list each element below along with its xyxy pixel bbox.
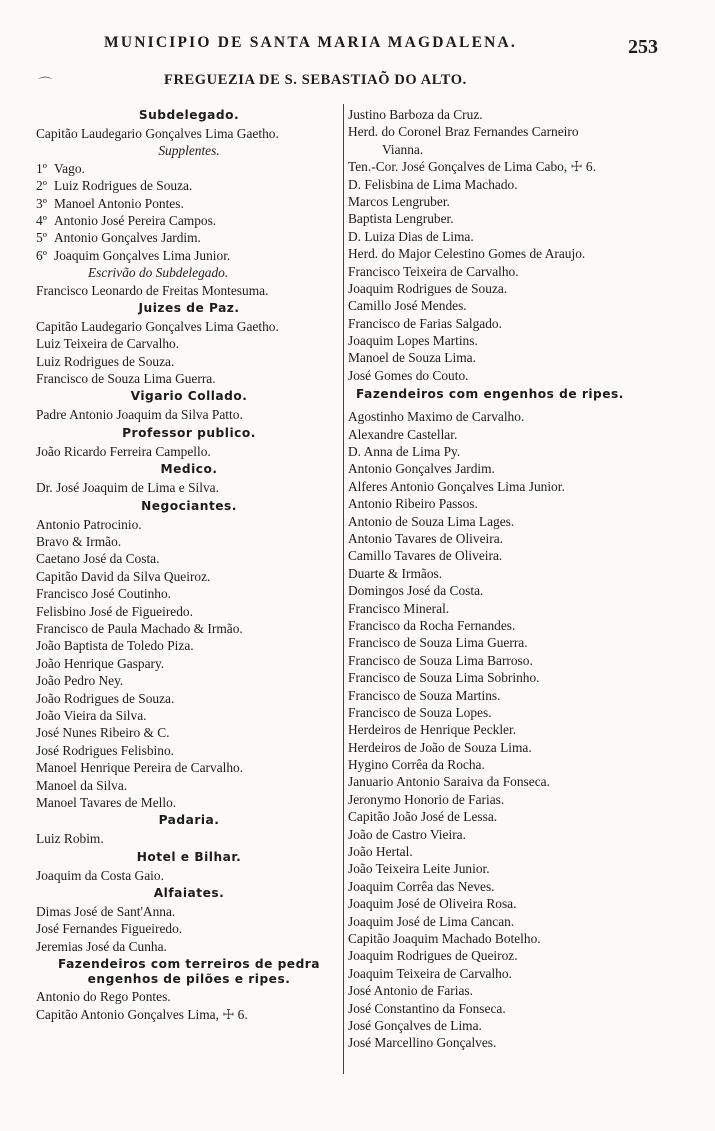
directory-entry: Alexandre Castellar. — [348, 426, 458, 442]
directory-entry: José Constantino da Fonseca. — [348, 1000, 506, 1016]
directory-entry: Dr. José Joaquim de Lima e Silva. — [36, 480, 219, 496]
directory-entry: João Henrique Gaspary. — [36, 655, 165, 671]
directory-entry: Joaquim Corrêa das Neves. — [348, 878, 495, 894]
directory-entry: Antonio Tavares de Oliveira. — [348, 530, 503, 546]
directory-entry: Joaquim Rodrigues de Queiroz. — [348, 948, 518, 964]
directory-entry: Joaquim José de Lima Cancan. — [348, 913, 515, 929]
directory-entry: Luiz Teixeira de Carvalho. — [36, 336, 180, 352]
sub-heading: Supplentes. — [158, 143, 220, 159]
directory-entry: Agostinho Maximo de Carvalho. — [348, 409, 525, 425]
directory-entry: José Nunes Ribeiro & C. — [36, 725, 170, 741]
entry-name: Joaquim Gonçalves Lima Junior. — [54, 247, 231, 263]
directory-entry: João de Castro Vieira. — [348, 826, 466, 842]
directory-entry: Antonio Gonçalves Jardim. — [348, 461, 495, 477]
directory-entry: Dimas José de Sant'Anna. — [36, 904, 176, 920]
substitute-entry — [36, 195, 342, 212]
section-heading: Professor publico. — [122, 425, 256, 440]
ordinal-number: 3º — [36, 195, 47, 211]
directory-entry: Francisco da Rocha Fernandes. — [348, 617, 516, 633]
directory-entry: Manoel da Silva. — [36, 777, 128, 793]
directory-entry: D. Anna de Lima Py. — [348, 444, 461, 460]
directory-entry: Joaquim Teixeira de Carvalho. — [348, 965, 512, 981]
directory-entry: Francisco Mineral. — [348, 600, 450, 616]
directory-entry: Capitão Laudegario Gonçalves Lima Gaetho. — [36, 318, 279, 334]
directory-entry: Joaquim da Costa Gaio. — [36, 867, 164, 883]
entry-name: Luiz Rodrigues de Souza. — [54, 178, 193, 194]
directory-entry: João Baptista de Toledo Piza. — [36, 638, 194, 654]
directory-entry: Capitão David da Silva Queiroz. — [36, 568, 211, 584]
directory-entry: Antonio Patrocinio. — [36, 516, 142, 532]
directory-entry: Duarte & Irmãos. — [348, 565, 443, 581]
directory-entry: Ten.-Cor. José Gonçalves de Lima Cabo, ☩ 6. — [348, 159, 596, 175]
directory-entry: Francisco de Souza Lima Guerra. — [348, 635, 528, 651]
section-heading: Alfaiates. — [153, 886, 225, 901]
directory-entry: Felisbino José de Figueiredo. — [36, 603, 193, 619]
directory-entry: Capitão João José de Lessa. — [348, 809, 498, 825]
directory-entry: Francisco de Paula Machado & Irmão. — [36, 620, 243, 636]
directory-entry: Alferes Antonio Gonçalves Lima Junior. — [348, 478, 565, 494]
substitute-entry — [36, 160, 342, 177]
directory-entry: Herd. do Coronel Braz Fernandes Carneiro — [348, 124, 579, 140]
running-head: MUNICIPIO DE SANTA MARIA MAGDALENA. — [104, 34, 517, 51]
ordinal-number: 2º — [36, 178, 47, 194]
directory-entry: Januario Antonio Saraiva da Fonseca. — [348, 774, 550, 790]
directory-entry: José Gonçalves de Lima. — [348, 1017, 482, 1033]
left-column — [36, 106, 342, 1023]
ordinal-number: 1º — [36, 160, 47, 176]
page-number: 253 — [628, 36, 658, 58]
directory-entry: Capitão Joaquim Machado Botelho. — [348, 930, 541, 946]
substitute-entry — [36, 177, 342, 194]
section-heading: Medico. — [160, 462, 218, 477]
directory-entry: Herd. do Major Celestino Gomes de Araujo. — [348, 246, 586, 262]
entry-name: Vago. — [54, 160, 85, 176]
directory-entry: João Vieira da Silva. — [36, 707, 147, 723]
directory-entry: José Fernandes Figueiredo. — [36, 921, 183, 937]
directory-entry: Francisco Leonardo de Freitas Montesuma. — [36, 282, 269, 298]
directory-entry: Manoel Tavares de Mello. — [36, 794, 177, 810]
directory-entry: Francisco de Souza Lopes. — [348, 704, 492, 720]
directory-entry: Francisco de Farias Salgado. — [348, 315, 502, 331]
directory-entry: João Ricardo Ferreira Campello. — [36, 443, 211, 459]
directory-entry: Justino Barboza da Cruz. — [348, 107, 483, 122]
directory-entry: Jeronymo Honorio de Farias. — [348, 791, 505, 807]
directory-entry: Luiz Robim. — [36, 831, 104, 847]
parish-title: FREGUEZIA DE S. SEBASTIAÕ DO ALTO. — [164, 72, 467, 88]
directory-entry: Antonio de Souza Lima Lages. — [348, 513, 515, 529]
directory-entry: Jeremias José da Cunha. — [36, 938, 167, 954]
directory-entry: D. Felisbina de Lima Machado. — [348, 176, 518, 192]
directory-entry: Domingos José da Costa. — [348, 583, 484, 599]
directory-entry: Francisco de Souza Martins. — [348, 687, 501, 703]
section-heading: Padaria. — [158, 813, 220, 828]
directory-entry: Francisco Teixeira de Carvalho. — [348, 263, 519, 279]
directory-entry: João Hertal. — [348, 844, 413, 860]
directory-entry: Hygino Corrêa da Rocha. — [348, 757, 485, 773]
substitute-entry — [36, 247, 342, 264]
sub-heading: Escrivão do Subdelegado. — [88, 265, 229, 281]
directory-entry: Padre Antonio Joaquim da Silva Patto. — [36, 407, 243, 423]
directory-entry: João Teixeira Leite Junior. — [348, 861, 490, 877]
entry-name: Manoel Antonio Pontes. — [54, 195, 184, 211]
directory-entry: Baptista Lengruber. — [348, 211, 454, 227]
directory-entry: Francisco de Souza Lima Sobrinho. — [348, 670, 540, 686]
section-heading: Negociantes. — [141, 498, 237, 513]
ordinal-number: 4º — [36, 212, 47, 228]
substitute-entry — [36, 212, 342, 229]
directory-entry: Capitão Antonio Gonçalves Lima, ☩ 6. — [36, 1006, 248, 1022]
section-heading: Fazendeiros com terreiros de pedra engenhos de pilões e ripes. — [57, 957, 321, 987]
ordinal-number: 5º — [36, 230, 47, 246]
directory-entry: Joaquim José de Oliveira Rosa. — [348, 896, 517, 912]
directory-entry: Francisco José Coutinho. — [36, 586, 172, 602]
directory-entry: Caetano José da Costa. — [36, 551, 160, 567]
directory-entry: Francisco de Souza Lima Barroso. — [348, 652, 533, 668]
directory-entry: Capitão Laudegario Gonçalves Lima Gaetho. — [36, 126, 279, 141]
directory-entry: João Pedro Ney. — [36, 673, 124, 689]
directory-entry: Joaquim Rodrigues de Souza. — [348, 280, 508, 296]
directory-entry: Antonio do Rego Pontes. — [36, 989, 171, 1005]
margin-mark: ⌒ — [38, 78, 52, 93]
substitute-entry — [36, 229, 342, 246]
ordinal-number: 6º — [36, 247, 47, 263]
directory-entry: Luiz Rodrigues de Souza. — [36, 353, 175, 369]
right-column — [348, 106, 682, 1052]
directory-entry: João Rodrigues de Souza. — [36, 690, 175, 706]
column-divider — [343, 104, 344, 1074]
directory-entry: Bravo & Irmão. — [36, 534, 122, 550]
directory-entry: Marcos Lengruber. — [348, 193, 450, 209]
section-heading: Juizes de Paz. — [138, 300, 240, 315]
section-heading: Hotel e Bilhar. — [136, 849, 242, 864]
entry-continuation: Vianna. — [382, 141, 424, 157]
directory-entry: José Gomes do Couto. — [348, 367, 469, 383]
directory-entry: José Rodrigues Felisbino. — [36, 742, 174, 758]
directory-entry: Manoel Henrique Pereira de Carvalho. — [36, 760, 244, 776]
directory-entry: Antonio Ribeiro Passos. — [348, 496, 478, 512]
directory-entry: Herdeiros de Henrique Peckler. — [348, 722, 517, 738]
directory-entry: Herdeiros de João de Souza Lima. — [348, 739, 532, 755]
entry-name: Antonio Gonçalves Jardim. — [54, 230, 201, 246]
directory-entry: Camillo José Mendes. — [348, 298, 467, 314]
directory-entry: José Marcellino Gonçalves. — [348, 1035, 497, 1051]
directory-entry: Francisco de Souza Lima Guerra. — [36, 371, 216, 387]
directory-entry: D. Luiza Dias de Lima. — [348, 228, 474, 244]
directory-entry: Camillo Tavares de Oliveira. — [348, 548, 503, 564]
section-heading: Fazendeiros com engenhos de ripes. — [356, 387, 624, 402]
directory-entry: José Antonio de Farias. — [348, 983, 473, 999]
directory-entry: Joaquim Lopes Martins. — [348, 333, 478, 349]
section-heading: Subdelegado. — [138, 108, 240, 122]
entry-name: Antonio José Pereira Campos. — [54, 212, 217, 228]
directory-entry: Manoel de Souza Lima. — [348, 350, 476, 366]
section-heading: Vigario Collado. — [130, 389, 248, 404]
